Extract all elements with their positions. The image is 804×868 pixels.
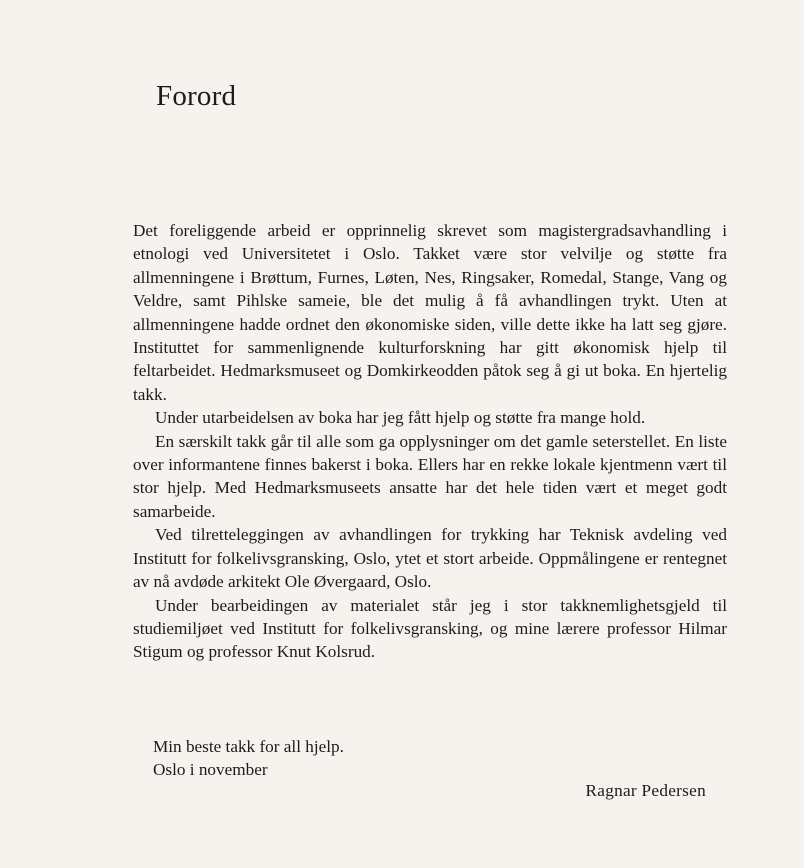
paragraph-5: Under bearbeidingen av materialet står jeg i stor takknemlighetsgjeld til studiemiljøet ved Institutt for folkelivsgransking, og mine lærere professor Hilmar Stigum og professor Knut Kolsrud. (133, 595, 727, 662)
closing-thanks: Min beste takk for all hjelp. (153, 737, 344, 756)
page-title: Forord (156, 80, 237, 112)
preface-body (133, 219, 727, 664)
closing-place-date: Oslo i november (153, 760, 268, 780)
author-signature: Ragnar Pedersen (585, 781, 706, 800)
paragraph-1: Det foreliggende arbeid er opprinnelig skrevet som magistergradsavhandling i etnologi ved Universitetet i Oslo. Takket være stor velvilje og støtte fra allmenningene i Brøttum, Furnes, Løten, Nes, Ringsaker, Romedal, Stange, Vang og Veldre, samt Pihlske sameie, ble det mulig å få avhandlingen trykt. Uten at allmenningene hadde ordnet den økonomiske siden, ville dette ikke ha latt seg gjøre. Instituttet for sammenlignende kulturforskning har gitt økonomisk hjelp til feltarbeidet. Hedmarksmuseet og Domkirkeodden påtok seg å gi ut boka. En hjertelig takk. (133, 221, 727, 404)
paragraph-3: En særskilt takk går til alle som ga opplysninger om det gamle seterstellet. En liste over informantene finnes bakerst i boka. Ellers har en rekke lokale kjentmenn vært til stor hjelp. Med Hedmarksmuseets ansatte har det hele tiden vært et meget godt samarbeide. (133, 431, 727, 521)
closing-lines (153, 735, 344, 782)
paragraph-4: Ved tilretteleggingen av avhandlingen for trykking har Teknisk avdeling ved Institutt for folkelivsgransking, Oslo, ytet et stort arbeide. Oppmålingene er rentegnet av nå avdøde arkitekt Ole Øvergaard, Oslo. (133, 525, 727, 592)
paragraph-2: Under utarbeidelsen av boka har jeg fått hjelp og støtte fra mange hold. (155, 408, 646, 428)
